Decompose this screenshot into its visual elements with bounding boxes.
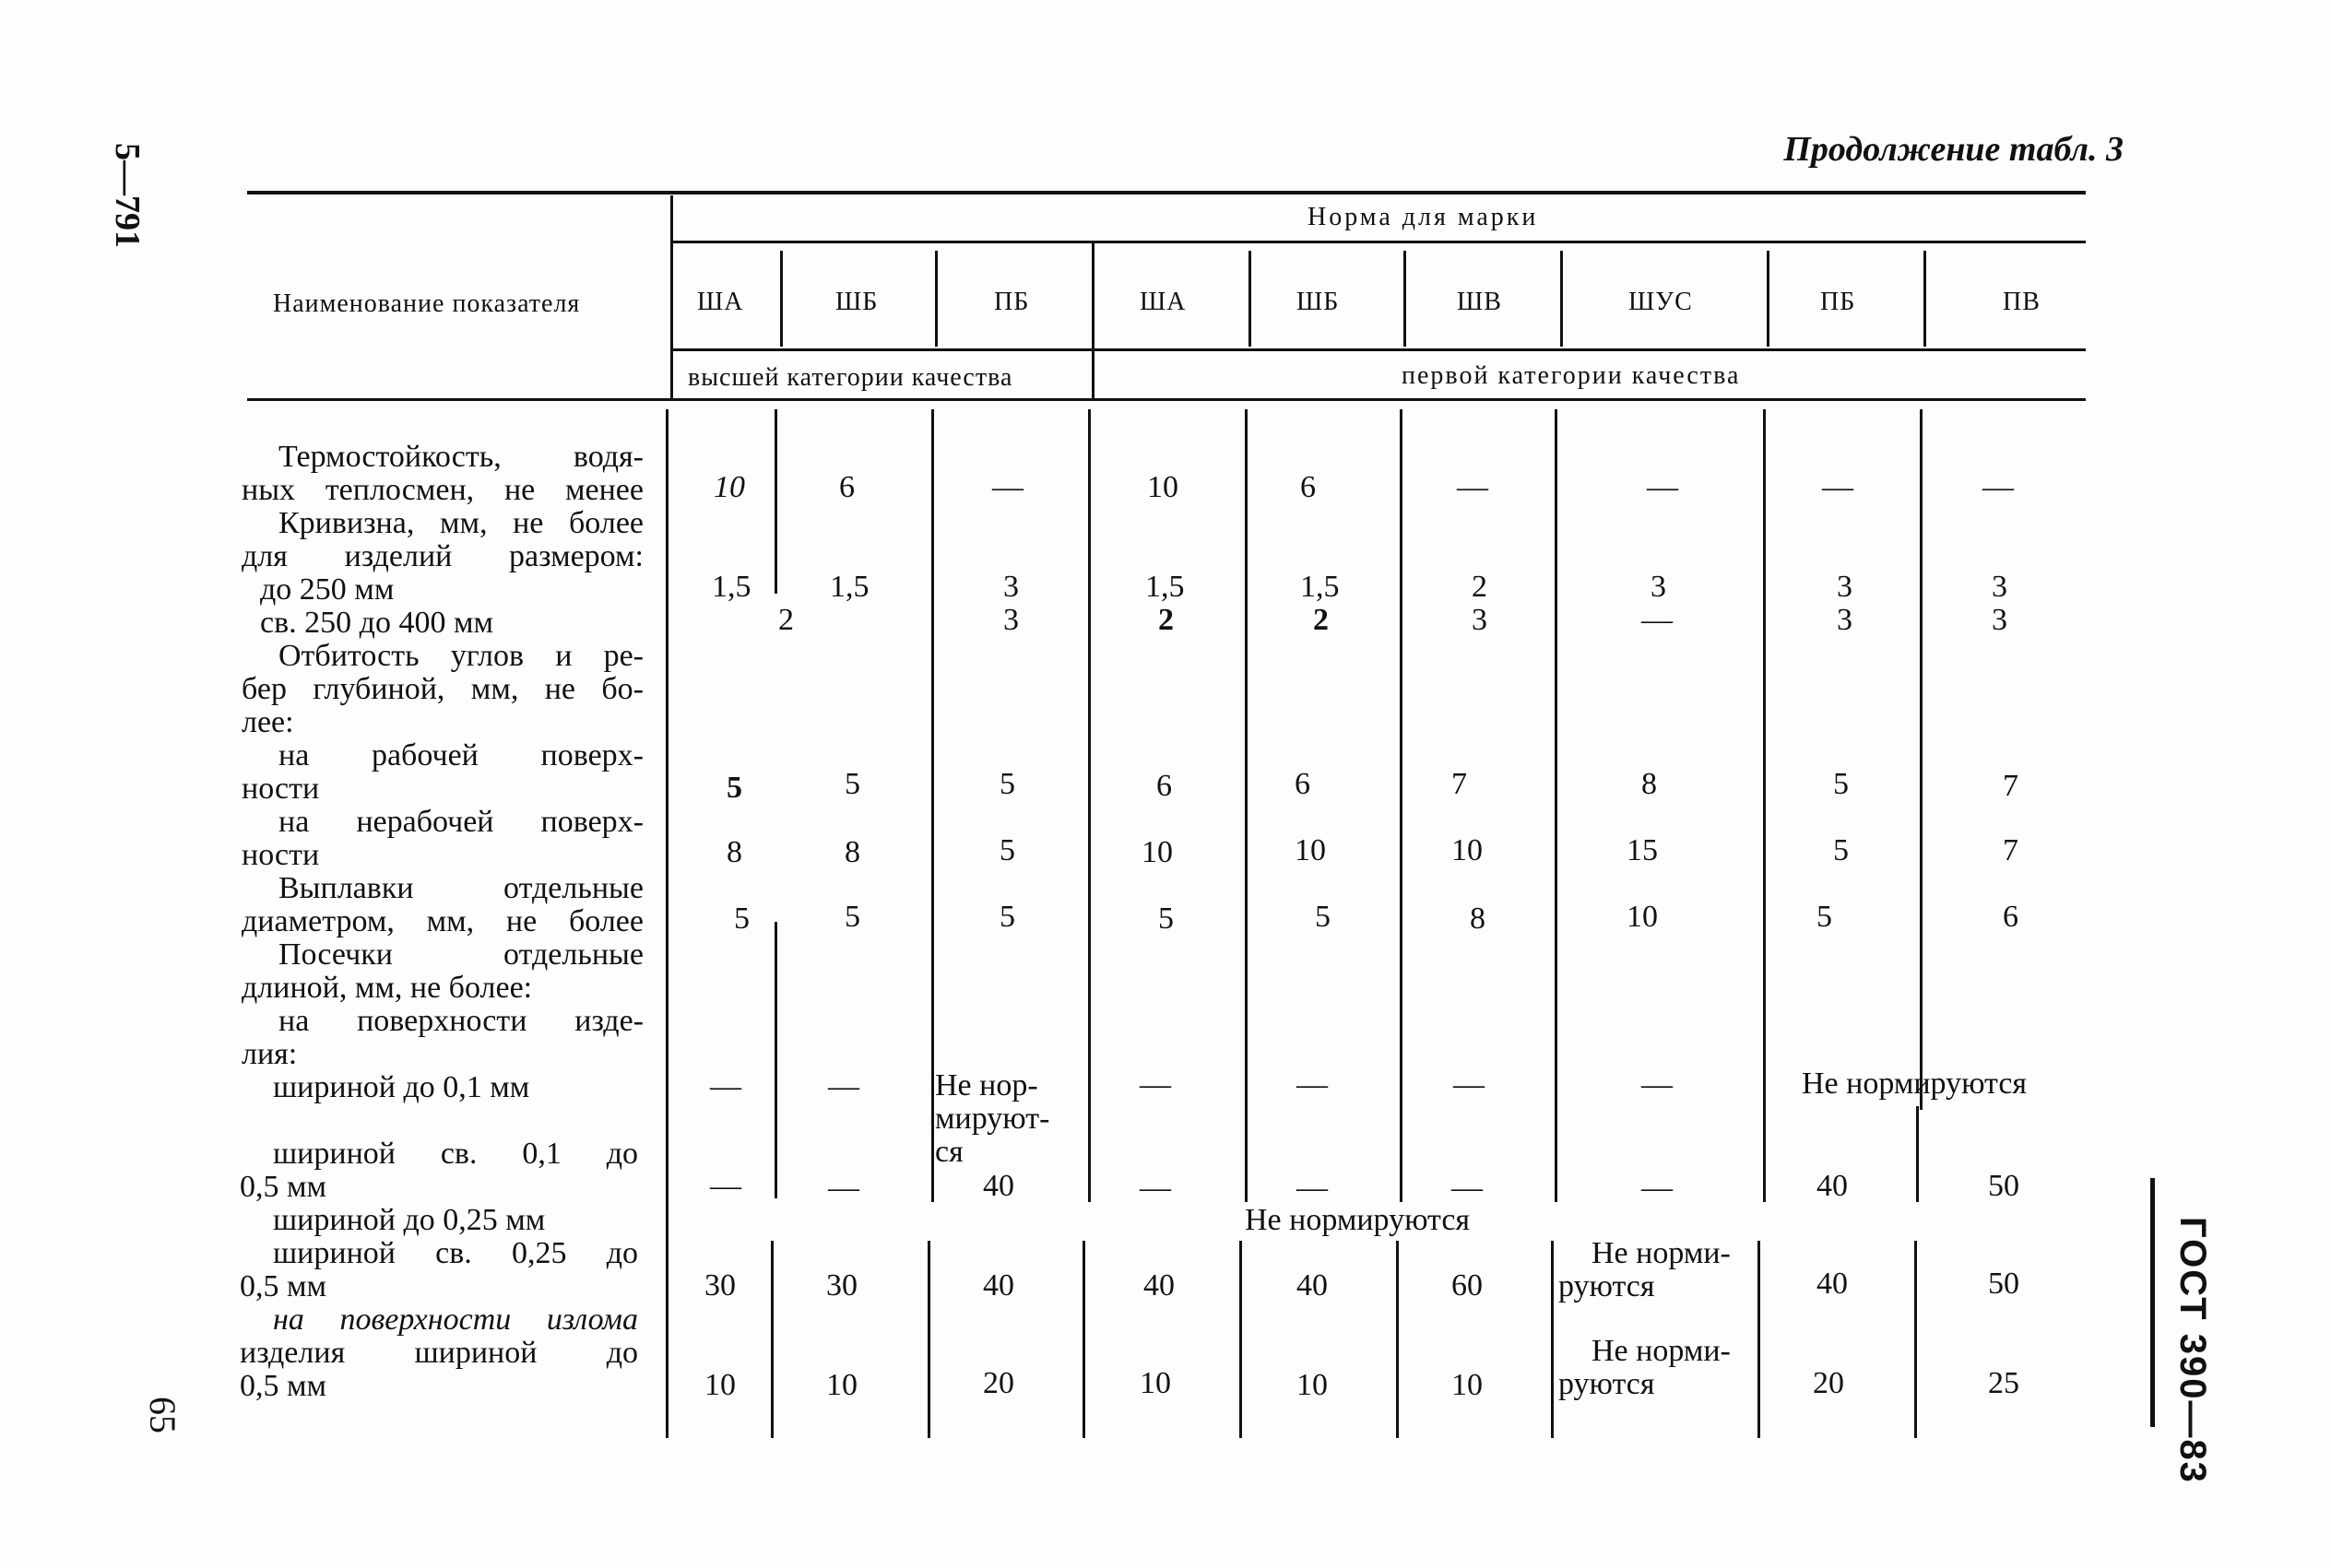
continuation-title: Продолжение табл. 3: [1783, 130, 2124, 169]
body-divider: [1088, 409, 1091, 1202]
row-label: длиной, мм, не более:: [242, 971, 533, 1005]
column-header: ША: [1140, 288, 1187, 316]
body-divider: [1245, 409, 1248, 1202]
table-cell: 6: [1295, 767, 1310, 801]
table-cell: 8: [1641, 767, 1657, 801]
table-cell: 20: [1813, 1366, 1844, 1400]
table-cell: 10: [714, 470, 745, 504]
row-label: на нерабочей поверх-: [278, 805, 644, 839]
table-cell-note: руются: [1558, 1269, 1655, 1303]
header-divider: [935, 251, 938, 347]
body-divider: [1239, 1241, 1242, 1438]
table-cell: 1,5: [1145, 570, 1185, 604]
table-cell: 10: [1451, 833, 1483, 867]
table-span-note: Не нормируются: [1245, 1203, 1471, 1237]
row-label: шириной до 0,25 мм: [273, 1203, 546, 1237]
table-cell: 5: [1833, 767, 1849, 801]
category-high: высшей категории качества: [688, 363, 1013, 392]
body-divider: [775, 409, 777, 594]
table-cell: —: [1451, 1171, 1483, 1205]
table-cell: 3: [1003, 603, 1019, 637]
norm-header: Норма для марки: [1307, 203, 1539, 231]
columns-rule: [670, 348, 2086, 351]
table-cell: 7: [1451, 767, 1467, 801]
table-cell: 7: [2003, 833, 2018, 867]
table-cell: 8: [1470, 902, 1485, 936]
table-cell: 5: [1158, 902, 1174, 936]
body-divider: [931, 409, 934, 1202]
body-divider: [1920, 409, 1923, 1110]
table-cell: 40: [1143, 1268, 1175, 1303]
row-label: изделия шириной до: [240, 1336, 638, 1370]
table-cell: —: [1140, 1067, 1171, 1102]
page-number: 65: [142, 1397, 183, 1433]
row-label: до 250 мм: [260, 572, 395, 607]
table-cell: —: [710, 1069, 741, 1103]
table-cell: —: [992, 470, 1024, 504]
row-label: Термостойкость, водя-: [278, 440, 644, 474]
table-cell: —: [1457, 470, 1488, 504]
table-cell: 40: [1296, 1268, 1328, 1303]
table-cell: 40: [1816, 1169, 1848, 1203]
row-label: шириной св. 0,1 до: [273, 1137, 638, 1171]
table-cell: 10: [1147, 470, 1178, 504]
table-cell: 40: [1816, 1267, 1848, 1301]
header-divider: [1560, 251, 1563, 347]
table-cell: 10: [826, 1368, 858, 1402]
table-cell: 2: [1313, 603, 1329, 637]
body-divider: [666, 409, 669, 1438]
body-divider: [928, 1241, 930, 1438]
table-cell: 3: [1837, 603, 1852, 637]
table-cell: 50: [1988, 1267, 2019, 1301]
table-cell: 5: [845, 767, 860, 801]
table-cell: 2: [778, 603, 794, 637]
table-cell: 2: [1158, 603, 1174, 637]
table-cell: —: [1296, 1067, 1328, 1102]
table-cell: 5: [727, 771, 742, 805]
row-label: 0,5 мм: [240, 1170, 327, 1204]
row-label: Выплавки отдельные: [278, 871, 644, 905]
table-cell-note: Не нор-: [935, 1068, 1038, 1102]
row-label: лее:: [242, 705, 294, 739]
table-cell: 6: [839, 470, 855, 504]
table-cell: —: [1647, 470, 1678, 504]
table-cell: 8: [727, 835, 742, 869]
body-divider: [1763, 409, 1766, 1202]
table-cell: —: [1982, 470, 2014, 504]
header-bottom-rule: [247, 398, 2086, 401]
row-label: Посечки отдельные: [278, 937, 644, 972]
table-cell: 6: [2003, 900, 2018, 934]
table-cell: 8: [845, 835, 860, 869]
param-header: Наименование показателя: [273, 289, 581, 318]
row-label: 0,5 мм: [240, 1369, 327, 1403]
table-cell: —: [828, 1069, 859, 1103]
table-cell: 1,5: [712, 570, 751, 604]
table-cell: —: [1641, 603, 1673, 637]
table-cell: 3: [1003, 570, 1019, 604]
column-header: ПБ: [1820, 288, 1856, 316]
header-divider: [1403, 251, 1406, 347]
column-header: ШУС: [1628, 288, 1693, 316]
table-cell: 5: [1315, 900, 1331, 934]
column-header: ПВ: [2003, 288, 2041, 316]
table-cell: —: [1641, 1171, 1673, 1205]
table-cell-note: Не норми-: [1591, 1334, 1731, 1368]
header-divider: [1248, 251, 1251, 347]
body-divider: [1757, 1241, 1760, 1438]
row-label: бер глубиной, мм, не бо-: [242, 672, 644, 706]
row-label: шириной до 0,1 мм: [273, 1070, 530, 1104]
table-cell: 5: [1000, 767, 1015, 801]
category-first: первой категории качества: [1402, 361, 1741, 390]
row-label: шириной св. 0,25 до: [273, 1236, 638, 1270]
table-cell: 5: [1816, 900, 1832, 934]
table-cell: —: [1641, 1067, 1673, 1102]
row-label: диаметром, мм, не более: [242, 904, 644, 938]
table-cell: 30: [826, 1268, 858, 1303]
row-label: лия:: [242, 1037, 298, 1071]
body-divider: [775, 922, 777, 1198]
row-label: 0,5 мм: [240, 1269, 327, 1303]
body-divider: [1396, 1241, 1399, 1438]
table-cell: 30: [704, 1268, 736, 1303]
gost-label: ГОСТ 390—83: [2172, 1217, 2213, 1484]
row-label: ных теплосмен, не менее: [242, 473, 644, 507]
table-cell: 1,5: [1300, 570, 1340, 604]
norm-header-rule: [670, 241, 2086, 243]
table-cell: —: [1822, 470, 1853, 504]
table-cell: 25: [1988, 1366, 2019, 1400]
table-cell: 5: [1833, 833, 1849, 867]
row-label: св. 250 до 400 мм: [260, 606, 493, 640]
table-cell: 10: [1296, 1368, 1328, 1402]
table-cell: 3: [1992, 570, 2007, 604]
column-header: ШБ: [835, 288, 879, 316]
table-cell: —: [1453, 1067, 1485, 1102]
table-cell: 60: [1451, 1268, 1483, 1303]
gost-rule: [2150, 1178, 2155, 1427]
table-cell: —: [710, 1169, 741, 1203]
table-cell: 2: [1472, 570, 1487, 604]
body-divider: [1083, 1241, 1085, 1438]
table-cell: 1,5: [830, 570, 870, 604]
column-header: ШВ: [1457, 288, 1502, 316]
table-cell: 3: [1992, 603, 2007, 637]
header-divider: [1767, 251, 1769, 347]
table-cell: —: [828, 1171, 859, 1205]
table-cell: 3: [1837, 570, 1852, 604]
table-cell: 40: [983, 1169, 1014, 1203]
row-label: ности: [242, 772, 320, 806]
body-divider: [1400, 409, 1402, 1202]
table-cell: 3: [1472, 603, 1487, 637]
table-cell: 7: [2003, 769, 2018, 803]
header-divider: [1923, 251, 1926, 347]
row-label: Отбитость углов и ре-: [278, 639, 644, 673]
row-label: для изделий размером:: [242, 539, 644, 573]
table-cell: 40: [983, 1268, 1014, 1303]
row-label: на поверхности излома: [273, 1303, 638, 1337]
table-cell: 5: [734, 902, 750, 936]
body-divider: [771, 1241, 774, 1438]
side-signature: 5—791: [108, 143, 147, 248]
row-label: Кривизна, мм, не более: [278, 506, 644, 540]
table-cell: 50: [1988, 1169, 2019, 1203]
column-header: ШБ: [1296, 288, 1340, 316]
table-cell: 10: [1142, 835, 1173, 869]
table-top-rule: [247, 191, 2086, 195]
row-label: на рабочей поверх-: [278, 738, 644, 772]
table-cell: 10: [1295, 833, 1326, 867]
table-cell: —: [1296, 1171, 1328, 1205]
table-cell-note: Не норми-: [1591, 1236, 1731, 1270]
table-cell: 5: [1000, 833, 1015, 867]
row-label: ности: [242, 838, 320, 872]
table-cell: 6: [1156, 769, 1172, 803]
table-cell-note: ся: [935, 1135, 964, 1169]
row-label: на поверхности изде-: [278, 1004, 644, 1038]
column-header: ША: [697, 288, 744, 316]
table-cell-note: мируют-: [935, 1102, 1050, 1136]
table-cell: 20: [983, 1366, 1014, 1400]
header-divider: [780, 251, 783, 347]
table-cell: 15: [1627, 833, 1658, 867]
body-divider: [1555, 409, 1557, 1202]
table-cell: 10: [1451, 1368, 1483, 1402]
table-cell: 10: [704, 1368, 736, 1402]
table-cell: 10: [1627, 900, 1658, 934]
table-cell: 6: [1300, 470, 1316, 504]
table-cell: —: [1140, 1171, 1171, 1205]
body-divider: [1914, 1241, 1917, 1438]
header-divider: [670, 195, 673, 398]
body-divider: [1916, 1106, 1919, 1202]
body-divider: [1551, 1241, 1554, 1438]
column-header: ПБ: [994, 288, 1030, 316]
table-cell-note: руются: [1558, 1367, 1655, 1401]
table-cell: 10: [1140, 1366, 1171, 1400]
table-cell: 3: [1651, 570, 1666, 604]
header-divider: [1092, 243, 1095, 398]
table-cell: 5: [1000, 900, 1015, 934]
table-cell: 5: [845, 900, 860, 934]
table-cell-note: Не нормируются: [1802, 1067, 2028, 1101]
